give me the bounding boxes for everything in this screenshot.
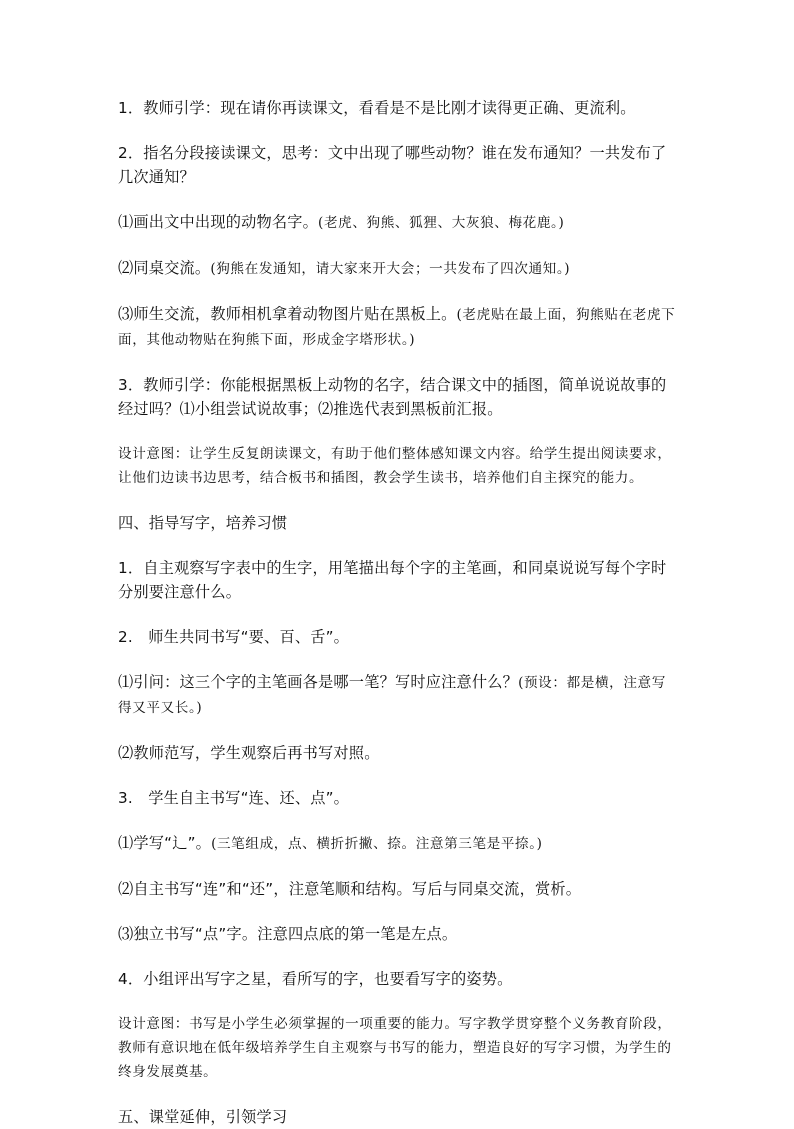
paragraph-11 — [118, 670, 676, 720]
paragraph-text: 3．教师引学：你能根据黑板上动物的名字，结合课文中的插图，简单说说故事的经过吗？⑴小组尝试说故事；⑵推选代表到黑板前汇报。 — [118, 376, 667, 418]
design-intent-text: 设计意图：让学生反复朗读课文，有助于他们整体感知课文内容。给学生提出阅读要求，让他们边读书边思考，结合板书和插图，教会学生读书，培养他们自主探究的能力。 — [118, 446, 672, 486]
section-heading-text: 五、课堂延伸，引领学习 — [118, 1108, 288, 1126]
paragraph-13 — [118, 786, 676, 810]
paragraph-text: 1．教师引学：现在请你再读课文，看看是不是比刚才读得更正确、更流利。 — [118, 99, 636, 117]
paragraph-text: 2．指名分段接读课文，思考：文中出现了哪些动物？谁在发布通知？一共发布了几次通知？ — [118, 144, 667, 186]
paragraph-6 — [118, 373, 676, 421]
paragraph-3 — [118, 210, 676, 235]
paragraph-2 — [118, 141, 676, 189]
paragraph-text: ⑴画出文中出现的动物名字。 — [118, 213, 319, 231]
paragraph-text: ⑶师生交流，教师相机拿着动物图片贴在黑板上。 — [118, 305, 457, 323]
paragraph-9 — [118, 556, 676, 604]
paragraph-4 — [118, 256, 676, 281]
paragraph-text: ⑵自主书写“连”和“还”，注意笔顺和结构。写后与同桌交流，赏析。 — [118, 880, 582, 898]
paragraph-16 — [118, 922, 676, 946]
paragraph-note: (老虎贴在最上面，狗熊贴在老虎下面，其他动物贴在狗熊下面，形成金字塔形状。) — [118, 307, 676, 348]
paragraph-14 — [118, 831, 676, 856]
paragraph-10 — [118, 625, 676, 649]
paragraph-text: ⑴引问：这三个字的主笔画各是哪一笔？写时应注意什么？ — [118, 673, 519, 691]
paragraph-1 — [118, 96, 676, 120]
paragraph-text: ⑵教师范写，学生观察后再书写对照。 — [118, 744, 380, 762]
section-heading-text: 四、指导写字，培养习惯 — [118, 514, 288, 532]
design-intent-2 — [118, 1012, 676, 1084]
paragraph-15 — [118, 877, 676, 901]
paragraph-12 — [118, 741, 676, 765]
section-heading-5 — [118, 1105, 676, 1129]
paragraph-text: ⑶独立书写“点”字。注意四点底的第一笔是左点。 — [118, 925, 458, 943]
paragraph-note: (老虎、狗熊、狐狸、大灰狼、梅花鹿。) — [318, 215, 565, 231]
paragraph-text: 2. 师生共同书写“要、百、舌”。 — [118, 628, 350, 646]
paragraph-note: (狗熊在发通知，请大家来开大会；一共发布了四次通知。) — [210, 261, 571, 277]
paragraph-5 — [118, 302, 676, 352]
paragraph-text: ⑵同桌交流。 — [118, 259, 211, 277]
design-intent-1 — [118, 442, 676, 490]
paragraph-text: 1．自主观察写字表中的生字，用笔描出每个字的主笔画，和同桌说说写每个字时分别要注意什么。 — [118, 559, 667, 601]
paragraph-text: 3. 学生自主书写“连、还、点”。 — [118, 789, 350, 807]
section-heading-4 — [118, 511, 676, 535]
paragraph-text: ⑴学写“辶”。 — [118, 834, 212, 852]
paragraph-text: 4．小组评出写字之星，看所写的字，也要看写字的姿势。 — [118, 970, 513, 988]
paragraph-note: (三笔组成，点、横折折撇、捺。注意第三笔是平捺。) — [211, 836, 543, 852]
paragraph-17 — [118, 967, 676, 991]
paragraph-note: (预设：都是横，注意写得又平又长。) — [118, 675, 666, 716]
design-intent-text: 设计意图：书写是小学生必须掌握的一项重要的能力。写字教学贯穿整个义务教育阶段，教师有意识地在低年级培养学生自主观察与书写的能力，塑造良好的写字习惯，为学生的终身发展奠基。 — [118, 1016, 672, 1080]
